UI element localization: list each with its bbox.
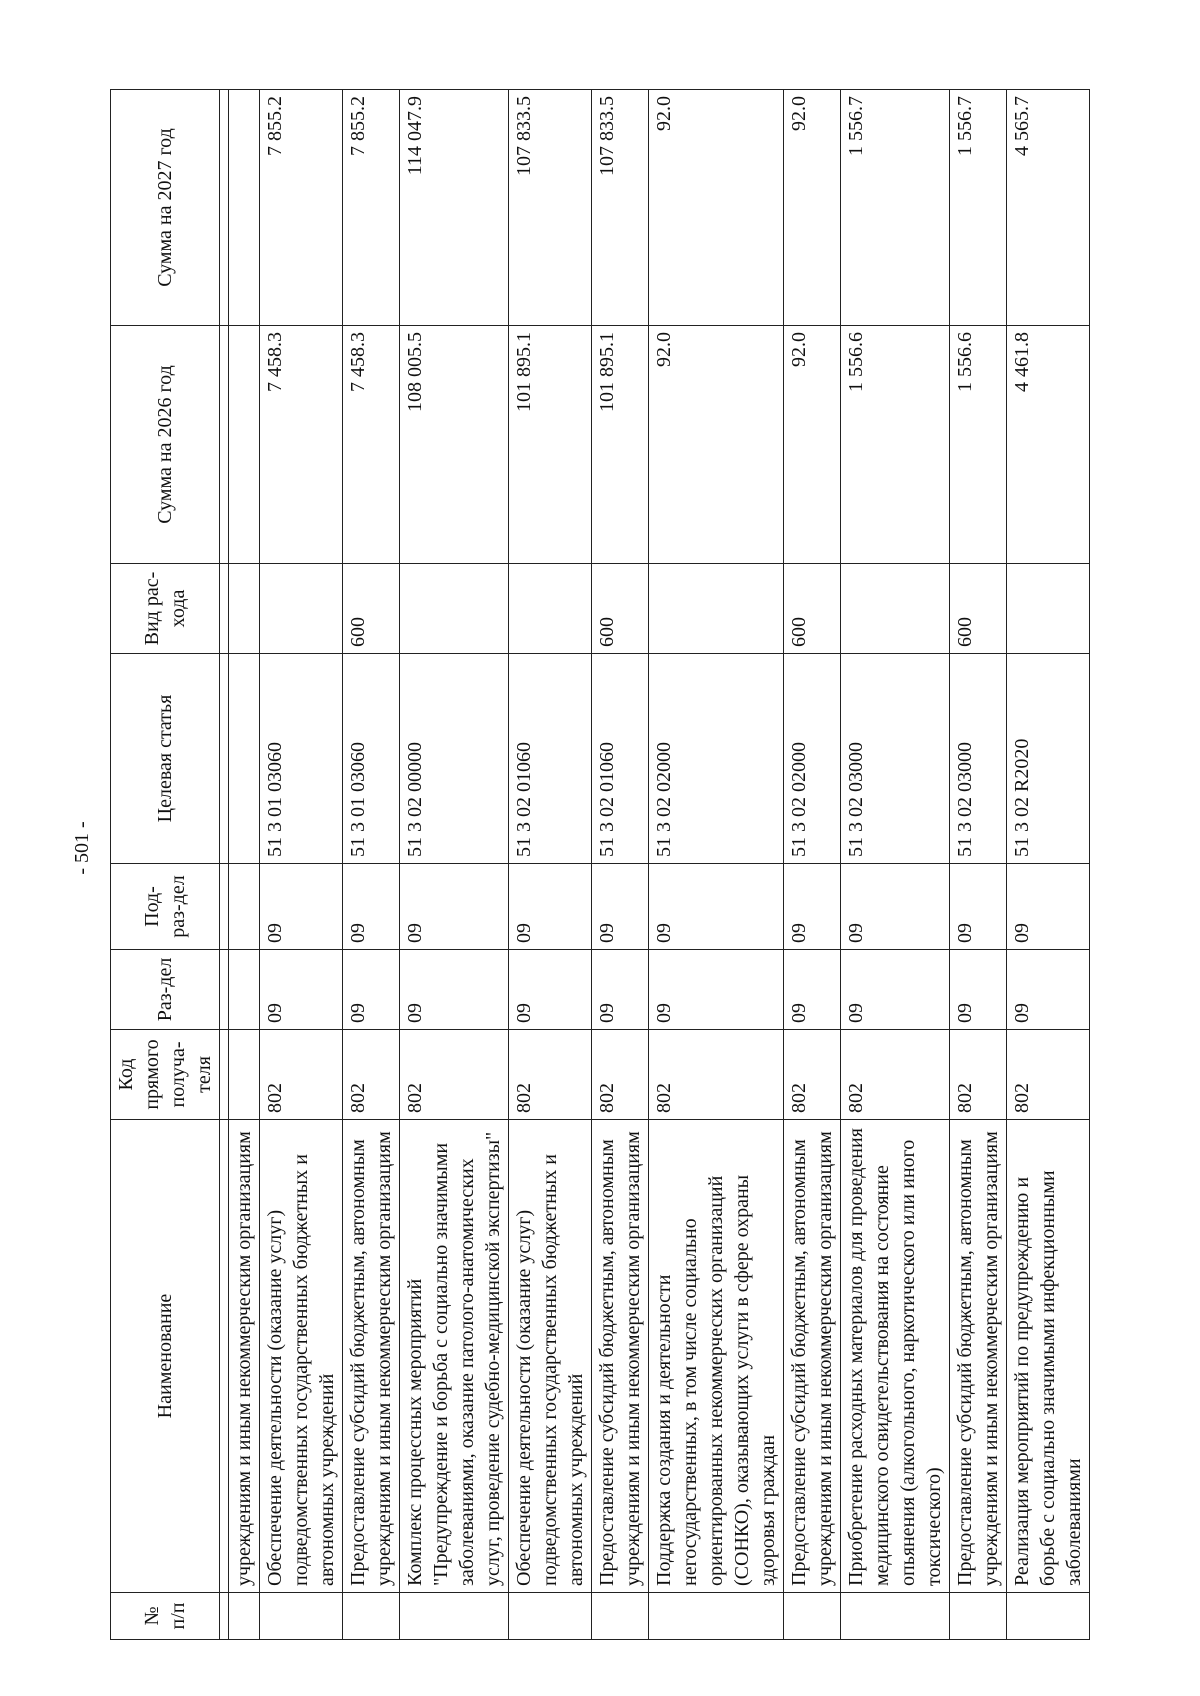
cell-num (841, 1593, 950, 1640)
col-header-sum-2027: Сумма на 2027 год (111, 90, 220, 326)
cell-name: Предоставление субсидий бюджетным, автономным учреждениям и иным некоммерческим организациям (343, 1120, 400, 1593)
table-row (229, 90, 260, 1640)
cell-subsection: 09 (509, 864, 592, 950)
spacer-cell (220, 1030, 229, 1120)
cell-code: 802 (400, 1030, 509, 1120)
cell-name: Обеспечение деятельности (оказание услуг) подведомственных государственных бюджетных и автономных учреждений (260, 1120, 343, 1593)
col-header-num: № п/п (111, 1593, 220, 1640)
spacer-cell (220, 654, 229, 864)
cell-code: 802 (592, 1030, 649, 1120)
spacer-row (220, 90, 229, 1640)
col-header-code: Код прямого получа-теля (111, 1030, 220, 1120)
cell-num (784, 1593, 841, 1640)
cell-exp-type (649, 564, 784, 654)
cell-sum-2026: 4 461.8 (1007, 326, 1090, 564)
spacer-cell (220, 864, 229, 950)
cell-target: 51 3 02 00000 (400, 654, 509, 864)
cell-sum-2026: 108 005.5 (400, 326, 509, 564)
cell-subsection (229, 864, 260, 950)
cell-sum-2027: 114 047.9 (400, 90, 509, 326)
spacer-cell (220, 564, 229, 654)
cell-target: 51 3 02 R2020 (1007, 654, 1090, 864)
cell-sum-2027: 107 833.5 (509, 90, 592, 326)
cell-section: 09 (1007, 950, 1090, 1030)
cell-subsection: 09 (343, 864, 400, 950)
cell-sum-2026 (229, 326, 260, 564)
cell-section (229, 950, 260, 1030)
col-header-exp-type: Вид рас-хода (111, 564, 220, 654)
cell-sum-2027: 1 556.7 (950, 90, 1007, 326)
cell-target: 51 3 02 01060 (509, 654, 592, 864)
cell-sum-2027: 7 855.2 (343, 90, 400, 326)
cell-exp-type: 600 (784, 564, 841, 654)
cell-subsection: 09 (784, 864, 841, 950)
cell-section: 09 (841, 950, 950, 1030)
cell-target: 51 3 02 03000 (841, 654, 950, 864)
col-header-sum-2026: Сумма на 2026 год (111, 326, 220, 564)
col-header-name: Наименование (111, 1120, 220, 1593)
cell-section: 09 (950, 950, 1007, 1030)
table-row (841, 90, 950, 1640)
cell-exp-type (509, 564, 592, 654)
table-row (343, 90, 400, 1640)
cell-num (950, 1593, 1007, 1640)
spacer-cell (220, 1120, 229, 1593)
cell-sum-2027: 4 565.7 (1007, 90, 1090, 326)
cell-subsection: 09 (649, 864, 784, 950)
col-header-target: Целевая статья (111, 654, 220, 864)
cell-name: Комплекс процессных мероприятий "Предупреждение и борьба с социально значимыми заболеваниями, оказание патолого-анатомических услуг, проведение судебно-медицинской экспертизы" (400, 1120, 509, 1593)
cell-subsection: 09 (260, 864, 343, 950)
cell-subsection: 09 (400, 864, 509, 950)
cell-name: учреждениям и иным некоммерческим организациям (229, 1120, 260, 1593)
cell-name: Приобретение расходных материалов для проведения медицинского освидетельствования на состояние опьянения (алкогольного, наркотического или иного токсического) (841, 1120, 950, 1593)
cell-num (343, 1593, 400, 1640)
cell-sum-2026: 7 458.3 (343, 326, 400, 564)
cell-target: 51 3 01 03060 (343, 654, 400, 864)
cell-sum-2026: 92.0 (784, 326, 841, 564)
cell-num (509, 1593, 592, 1640)
spacer-cell (220, 1593, 229, 1640)
table-row (509, 90, 592, 1640)
cell-sum-2026: 1 556.6 (841, 326, 950, 564)
cell-code: 802 (784, 1030, 841, 1120)
table-row (1007, 90, 1090, 1640)
cell-subsection: 09 (841, 864, 950, 950)
cell-code: 802 (1007, 1030, 1090, 1120)
cell-section: 09 (649, 950, 784, 1030)
cell-target: 51 3 02 02000 (649, 654, 784, 864)
cell-target: 51 3 02 02000 (784, 654, 841, 864)
spacer-cell (220, 950, 229, 1030)
cell-code: 802 (343, 1030, 400, 1120)
cell-sum-2026: 1 556.6 (950, 326, 1007, 564)
cell-subsection: 09 (592, 864, 649, 950)
spacer-cell (220, 90, 229, 326)
cell-exp-type (260, 564, 343, 654)
cell-section: 09 (400, 950, 509, 1030)
cell-code: 802 (841, 1030, 950, 1120)
cell-name: Поддержка создания и деятельности негосударственных, в том числе социально ориентированных некоммерческих организаций (СОНКО), оказывающих услуги в сфере охраны здоровья граждан (649, 1120, 784, 1593)
cell-section: 09 (592, 950, 649, 1030)
cell-exp-type (400, 564, 509, 654)
cell-num (592, 1593, 649, 1640)
cell-num (400, 1593, 509, 1640)
cell-sum-2026: 101 895.1 (509, 326, 592, 564)
table-row (649, 90, 784, 1640)
header-row (111, 90, 220, 1640)
cell-subsection: 09 (1007, 864, 1090, 950)
cell-exp-type: 600 (950, 564, 1007, 654)
cell-exp-type (841, 564, 950, 654)
cell-code: 802 (649, 1030, 784, 1120)
table-row (950, 90, 1007, 1640)
cell-sum-2026: 92.0 (649, 326, 784, 564)
cell-sum-2027: 92.0 (784, 90, 841, 326)
cell-sum-2026: 7 458.3 (260, 326, 343, 564)
cell-sum-2027: 92.0 (649, 90, 784, 326)
cell-exp-type: 600 (592, 564, 649, 654)
cell-code (229, 1030, 260, 1120)
cell-section: 09 (784, 950, 841, 1030)
cell-sum-2027: 1 556.7 (841, 90, 950, 326)
cell-sum-2026: 101 895.1 (592, 326, 649, 564)
cell-code: 802 (260, 1030, 343, 1120)
col-header-subsection: Под-раз-дел (111, 864, 220, 950)
page-number: - 501 - (71, 821, 93, 875)
cell-name: Предоставление субсидий бюджетным, автономным учреждениям и иным некоммерческим организациям (592, 1120, 649, 1593)
cell-sum-2027: 107 833.5 (592, 90, 649, 326)
cell-sum-2027 (229, 90, 260, 326)
cell-num (260, 1593, 343, 1640)
table-row (260, 90, 343, 1640)
cell-subsection: 09 (950, 864, 1007, 950)
spacer-cell (220, 326, 229, 564)
cell-section: 09 (260, 950, 343, 1030)
cell-exp-type (1007, 564, 1090, 654)
cell-code: 802 (950, 1030, 1007, 1120)
cell-exp-type: 600 (343, 564, 400, 654)
cell-name: Предоставление субсидий бюджетным, автономным учреждениям и иным некоммерческим организациям (784, 1120, 841, 1593)
rotated-page (110, 80, 1085, 1640)
cell-code: 802 (509, 1030, 592, 1120)
budget-table (110, 89, 1090, 1640)
table-row (400, 90, 509, 1640)
cell-name: Обеспечение деятельности (оказание услуг) подведомственных государственных бюджетных и автономных учреждений (509, 1120, 592, 1593)
cell-name: Реализация мероприятий по предупреждению и борьбе с социально значимыми инфекционными заболеваниями (1007, 1120, 1090, 1593)
cell-exp-type (229, 564, 260, 654)
cell-name: Предоставление субсидий бюджетным, автономным учреждениям и иным некоммерческим организациям (950, 1120, 1007, 1593)
cell-target: 51 3 01 03060 (260, 654, 343, 864)
cell-target: 51 3 02 01060 (592, 654, 649, 864)
table-row (784, 90, 841, 1640)
table-row (592, 90, 649, 1640)
cell-num (1007, 1593, 1090, 1640)
col-header-section: Раз-дел (111, 950, 220, 1030)
cell-sum-2027: 7 855.2 (260, 90, 343, 326)
cell-target: 51 3 02 03000 (950, 654, 1007, 864)
cell-num (229, 1593, 260, 1640)
cell-num (649, 1593, 784, 1640)
cell-target (229, 654, 260, 864)
cell-section: 09 (343, 950, 400, 1030)
cell-section: 09 (509, 950, 592, 1030)
